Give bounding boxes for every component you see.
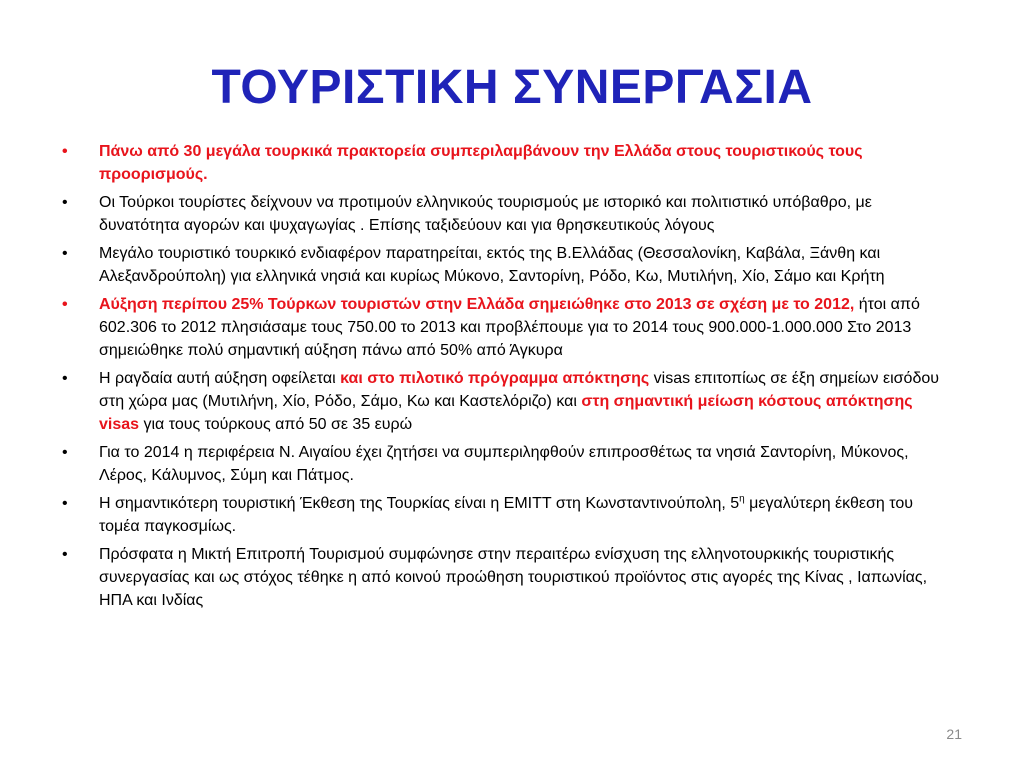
page-number: 21 (946, 726, 962, 742)
bullet-marker: • (62, 245, 68, 262)
bullet-marker: • (62, 546, 68, 563)
bullet-item (62, 242, 952, 288)
bullet-text: Η σημαντικότερη τουριστική Έκθεση της Τουρκίας είναι η EMITT στη Κωνσταντινούπολη, 5 (99, 495, 740, 512)
bullet-item (62, 293, 952, 362)
bullet-emphasis-text: και στο πιλοτικό πρόγραμμα απόκτησης (340, 370, 650, 387)
bullet-text: για τους τούρκους από 50 σε 35 ευρώ (139, 416, 413, 433)
bullet-text: Οι Τούρκοι τουρίστες δείχνουν να προτιμούν ελληνικούς τουρισμούς με ιστορικό και πολιτιστικό υπόβαθρο, με δυνατότητα αγορών και ψυχαγωγίας . Επίσης ταξιδεύουν και για θρησκευτικούς λόγους (99, 194, 872, 234)
bullet-emphasis-text: Αύξηση περίπου 25% Τούρκων τουριστών στην Ελλάδα σημειώθηκε στο 2013 σε σχέση με το 2012, (99, 296, 855, 313)
bullet-emphasis-text: στη σημαντική μείωση κόστους απόκτησης visas (99, 393, 913, 433)
superscript: η (739, 493, 745, 505)
bullet-item (62, 191, 952, 237)
slide-title: ΤΟΥΡΙΣΤΙΚΗ ΣΥΝΕΡΓΑΣΙΑ (211, 61, 813, 114)
bullet-text: Για το 2014 η περιφέρεια Ν. Αιγαίου έχει ζητήσει να συμπεριληφθούν επιπροσθέτως τα νησιά Σαντορίνη, Μύκονος, Λέρος, Κάλυμνος, Σύμη και Πάτμος. (99, 444, 909, 484)
bullet-text: Η ραγδαία αυτή αύξηση οφείλεται (99, 370, 341, 387)
bullet-marker: • (62, 296, 68, 313)
bullet-text: μεγαλύτερη έκθεση του τομέα παγκοσμίως. (99, 495, 913, 535)
bullet-item (62, 367, 952, 436)
bullet-text: Μεγάλο τουριστικό τουρκικό ενδιαφέρον παρατηρείται, εκτός της Β.Ελλάδας (Θεσσαλονίκη, Καβάλα, Ξάνθη και Αλεξανδρούπολη) για ελληνικά νησιά και κυρίως Μύκονο, Σαντορίνη, Ρόδο, Κω, Μυτιλήνη, Χίο, Σάμο και Κρήτη (99, 245, 885, 285)
bullet-list (62, 140, 952, 617)
bullet-marker: • (62, 370, 68, 387)
bullet-marker: • (62, 194, 68, 211)
bullet-text: ήτοι από 602.306 το 2012 πλησιάσαμε τους 750.00 το 2013 και προβλέπουμε για το 2014 τους 900.000-1.000.000 Στο 2013 σημειώθηκε πολύ σημαντική αύξηση πάνω από 50% από Άγκυρα (99, 296, 920, 359)
bullet-emphasis-text: Πάνω από 30 μεγάλα τουρκικά πρακτορεία συμπεριλαμβάνουν την Ελλάδα στους τουριστικούς τους προορισμούς. (99, 143, 863, 183)
bullet-item (62, 140, 952, 186)
bullet-marker: • (62, 444, 68, 461)
bullet-item (62, 543, 952, 612)
bullet-marker: • (62, 495, 68, 512)
bullet-item (62, 441, 952, 487)
bullet-text: Πρόσφατα η Μικτή Επιτροπή Τουρισμού συμφώνησε στην περαιτέρω ενίσχυση της ελληνοτουρκικής τουριστικής συνεργασίας και ως στόχος τέθηκε η από κοινού προώθηση τουριστικού προϊόντος στις αγορές της Κίνας , Ιαπωνίας, ΗΠΑ και Ινδίας (99, 546, 928, 609)
bullet-marker: • (62, 143, 68, 160)
bullet-text: visas επιτοπίως σε έξη σημείων εισόδου στη χώρα μας (Μυτιλήνη, Χίο, Ρόδο, Σάμο, Κω και Καστελόριζο) και (99, 370, 939, 410)
bullet-item (62, 492, 952, 538)
